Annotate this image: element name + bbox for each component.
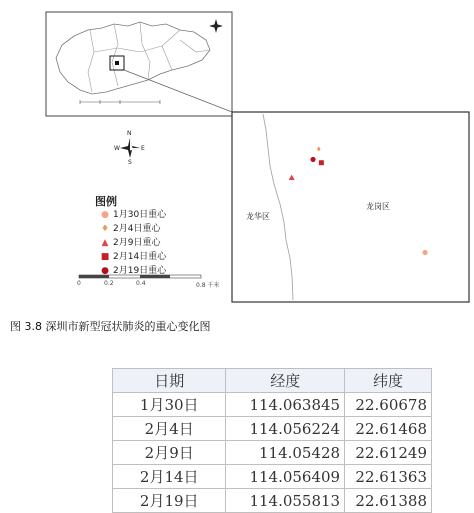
cell-latitude: 22.60678 [345, 393, 432, 417]
legend-item [100, 251, 166, 263]
scale-label-0-8: 0.8 千米 [196, 282, 220, 289]
compass-east-label: E [141, 145, 145, 152]
centroid-marker [422, 250, 427, 255]
cell-latitude: 22.61388 [345, 489, 432, 513]
figure-caption: 图 3.8 深圳市新型冠状肺炎的重心变化图 [10, 320, 211, 333]
cell-date: 1月30日 [113, 393, 226, 417]
cell-date: 2月14日 [113, 465, 226, 489]
centroid-marker [319, 160, 324, 165]
legend-label: 2月19日重心 [113, 266, 167, 276]
legend-symbol-icon: ■ [100, 252, 110, 262]
header-latitude: 纬度 [345, 369, 432, 393]
legend-label: 2月14日重心 [113, 252, 167, 262]
cell-date: 2月9日 [113, 441, 226, 465]
table-row [113, 489, 432, 513]
district-label-longgang: 龙岗区 [366, 202, 390, 211]
table-header-row [113, 369, 432, 393]
scale-label-0: 0 [77, 280, 81, 287]
cell-latitude: 22.61249 [345, 441, 432, 465]
cell-longitude: 114.05428 [226, 441, 345, 465]
legend-item [100, 237, 160, 249]
compass-south-label: S [128, 159, 132, 166]
cell-longitude: 114.056409 [226, 465, 345, 489]
table-row [113, 465, 432, 489]
legend-item [100, 223, 160, 235]
header-date: 日期 [113, 369, 226, 393]
header-longitude: 经度 [226, 369, 345, 393]
scale-label-0-4: 0.4 [136, 280, 146, 287]
legend-label: 2月9日重心 [113, 238, 161, 248]
cell-latitude: 22.61363 [345, 465, 432, 489]
district-label-longhua: 龙华区 [246, 212, 270, 221]
legend-symbol-icon: ● [101, 210, 109, 220]
centroid-marker [310, 157, 315, 162]
legend-symbol-icon: ♦ [100, 224, 110, 234]
legend-title: 图例 [95, 195, 117, 208]
cell-longitude: 114.055813 [226, 489, 345, 513]
compass-rose [120, 138, 140, 158]
legend-label: 1月30日重心 [113, 210, 167, 220]
legend-item [100, 209, 166, 221]
legend-item [100, 265, 166, 277]
compass-north-label: N [127, 130, 132, 137]
table-row [113, 441, 432, 465]
cell-latitude: 22.61468 [345, 417, 432, 441]
cell-longitude: 114.063845 [226, 393, 345, 417]
table-row [113, 393, 432, 417]
cell-date: 2月19日 [113, 489, 226, 513]
legend-label: 2月4日重心 [113, 224, 161, 234]
table-row [113, 417, 432, 441]
centroid-table [112, 368, 432, 513]
study-area-marker [115, 61, 119, 65]
legend-symbol-icon: ● [101, 266, 109, 276]
cell-longitude: 114.056224 [226, 417, 345, 441]
cell-date: 2月4日 [113, 417, 226, 441]
legend-symbol-icon: ▲ [101, 238, 109, 248]
scale-label-0-2: 0.2 [104, 280, 114, 287]
compass-west-label: W [114, 145, 120, 152]
